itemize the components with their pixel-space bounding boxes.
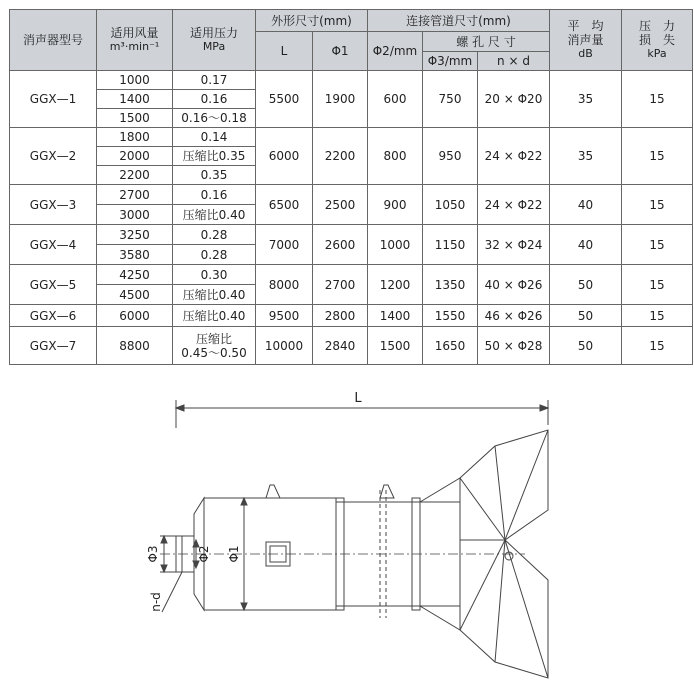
- bolt-nd-cell: 40 × Φ26: [478, 265, 550, 305]
- exhaust-fold-3: [505, 430, 548, 540]
- pressure-cell: 0.16～0.18: [173, 109, 256, 128]
- table-row: [10, 327, 693, 365]
- phi3-cell: 1650: [423, 327, 478, 365]
- table-row: [10, 71, 693, 90]
- model-cell: GGX—3: [10, 185, 97, 225]
- phi1-cell: 2200: [313, 128, 368, 185]
- header-L: L: [256, 32, 313, 71]
- phi1-cell: 2600: [313, 225, 368, 265]
- model-cell: GGX—4: [10, 225, 97, 265]
- phi3-arrow-top: [161, 536, 167, 543]
- pressure-loss-cell: 15: [622, 128, 693, 185]
- pressure-cell: 0.35: [173, 166, 256, 185]
- label-phi1: Φ1: [227, 545, 241, 563]
- header-airflow: [97, 10, 173, 71]
- silencer-diagram: [120, 390, 560, 680]
- airflow-cell: 2700: [97, 185, 173, 205]
- model-cell: GGX—1: [10, 71, 97, 128]
- airflow-cell: 2000: [97, 147, 173, 166]
- length-cell: 7000: [256, 225, 313, 265]
- phi1-cell: 1900: [313, 71, 368, 128]
- phi2-cell: 1500: [368, 327, 423, 365]
- noise-reduction-cell: 50: [550, 265, 622, 305]
- pressure-cell: 0.14: [173, 128, 256, 147]
- header-airflow-unit: m³·min⁻¹: [109, 40, 160, 53]
- phi3-arrow-bottom: [161, 565, 167, 572]
- phi2-cell: 1000: [368, 225, 423, 265]
- airflow-cell: 8800: [97, 327, 173, 365]
- pressure-cell: 压缩比 0.45～0.50: [173, 327, 256, 365]
- bolt-nd-cell: 24 × Φ22: [478, 185, 550, 225]
- noise-reduction-cell: 50: [550, 305, 622, 327]
- noise-reduction-cell: 40: [550, 185, 622, 225]
- pressure-loss-cell: 15: [622, 185, 693, 225]
- phi3-cell: 950: [423, 128, 478, 185]
- label-phi3: Φ3: [146, 545, 160, 563]
- pressure-loss-cell: 15: [622, 225, 693, 265]
- L-arrow-left: [176, 405, 184, 411]
- phi3-cell: 1150: [423, 225, 478, 265]
- phi1-arrow-top: [241, 498, 247, 505]
- bolt-nd-cell: 24 × Φ22: [478, 128, 550, 185]
- length-cell: 6000: [256, 128, 313, 185]
- pressure-cell: 压缩比0.40: [173, 305, 256, 327]
- header-phi1: Φ1: [313, 32, 368, 71]
- lifting-lug-right: [380, 485, 394, 498]
- header-outer-size: 外形尺寸(mm): [256, 10, 368, 32]
- header-loss-l2: 损 失: [638, 33, 675, 47]
- phi1-cell: 2500: [313, 185, 368, 225]
- pressure-cell: 0.17: [173, 71, 256, 90]
- phi3-cell: 750: [423, 71, 478, 128]
- phi1-arrow-bottom: [241, 603, 247, 610]
- lifting-lug-left: [266, 485, 280, 498]
- noise-reduction-cell: 40: [550, 225, 622, 265]
- header-pressure-label: 适用压力: [189, 26, 238, 40]
- header-phi2: Φ2/mm: [368, 32, 423, 71]
- airflow-cell: 6000: [97, 305, 173, 327]
- airflow-cell: 3580: [97, 245, 173, 265]
- header-loss-l1: 压 力: [638, 19, 675, 33]
- pressure-cell: 0.30: [173, 265, 256, 285]
- table-row: [10, 128, 693, 147]
- header-noise-l2: 消声量: [567, 33, 604, 47]
- noise-reduction-cell: 35: [550, 71, 622, 128]
- pressure-cell: 压缩比0.35: [173, 147, 256, 166]
- table-row: [10, 185, 693, 205]
- noise-reduction-cell: 50: [550, 327, 622, 365]
- pressure-loss-cell: 15: [622, 265, 693, 305]
- header-phi3: Φ3/mm: [423, 52, 478, 71]
- header-model: 消声器型号: [10, 10, 97, 71]
- phi1-cell: 2840: [313, 327, 368, 365]
- length-cell: 10000: [256, 327, 313, 365]
- header-noise: [550, 10, 622, 71]
- label-phi2: Φ2: [197, 545, 211, 563]
- length-cell: 5500: [256, 71, 313, 128]
- nd-leader: [162, 572, 182, 612]
- spec-table: [9, 9, 693, 365]
- pressure-cell: 压缩比0.40: [173, 205, 256, 225]
- airflow-cell: 1800: [97, 128, 173, 147]
- airflow-cell: 3250: [97, 225, 173, 245]
- table-row: [10, 305, 693, 327]
- pressure-cell: 0.28: [173, 245, 256, 265]
- header-airflow-label: 适用风量: [110, 26, 159, 40]
- header-loss-unit: kPa: [647, 47, 667, 60]
- airflow-cell: 4250: [97, 265, 173, 285]
- length-cell: 8000: [256, 265, 313, 305]
- pressure-cell: 0.28: [173, 225, 256, 245]
- phi2-cell: 600: [368, 71, 423, 128]
- header-nd: n × d: [478, 52, 550, 71]
- bolt-nd-cell: 20 × Φ20: [478, 71, 550, 128]
- exhaust-lower-cone: [460, 540, 548, 678]
- bolt-nd-cell: 50 × Φ28: [478, 327, 550, 365]
- exhaust-fold-2: [495, 446, 505, 540]
- model-cell: GGX—6: [10, 305, 97, 327]
- header-pressure-unit: MPa: [202, 40, 226, 53]
- noise-reduction-cell: 35: [550, 128, 622, 185]
- header-connect: 连接管道尺寸(mm): [368, 10, 550, 32]
- phi3-cell: 1350: [423, 265, 478, 305]
- airflow-cell: 1000: [97, 71, 173, 90]
- bolt-nd-cell: 32 × Φ24: [478, 225, 550, 265]
- table-row: [10, 225, 693, 245]
- phi2-cell: 800: [368, 128, 423, 185]
- airflow-cell: 1500: [97, 109, 173, 128]
- label-L: L: [354, 391, 362, 406]
- phi2-cell: 1200: [368, 265, 423, 305]
- header-noise-unit: dB: [578, 47, 593, 60]
- exhaust-fold-6: [505, 540, 548, 678]
- phi3-cell: 1050: [423, 185, 478, 225]
- header-noise-l1: 平 均: [567, 19, 604, 33]
- header-bolt: 螺 孔 尺 寸: [423, 32, 550, 52]
- bolt-nd-cell: 46 × Φ26: [478, 305, 550, 327]
- table-row: [10, 265, 693, 285]
- airflow-cell: 2200: [97, 166, 173, 185]
- pressure-loss-cell: 15: [622, 305, 693, 327]
- header-pressure: [173, 10, 256, 71]
- spec-table-body: [10, 71, 693, 365]
- exhaust-upper-cone: [460, 430, 548, 540]
- phi2-cell: 900: [368, 185, 423, 225]
- exhaust-fold-5: [495, 540, 505, 662]
- airflow-cell: 1400: [97, 90, 173, 109]
- pressure-cell: 压缩比0.40: [173, 285, 256, 305]
- length-cell: 6500: [256, 185, 313, 225]
- model-cell: GGX—2: [10, 128, 97, 185]
- pressure-cell: 0.16: [173, 185, 256, 205]
- pressure-cell: 0.16: [173, 90, 256, 109]
- airflow-cell: 3000: [97, 205, 173, 225]
- phi3-cell: 1550: [423, 305, 478, 327]
- phi1-cell: 2700: [313, 265, 368, 305]
- header-loss: [622, 10, 693, 71]
- pressure-loss-cell: 15: [622, 71, 693, 128]
- model-cell: GGX—5: [10, 265, 97, 305]
- model-cell: GGX—7: [10, 327, 97, 365]
- phi1-cell: 2800: [313, 305, 368, 327]
- L-arrow-right: [540, 405, 548, 411]
- exhaust-fold-1: [460, 478, 505, 540]
- pressure-loss-cell: 15: [622, 327, 693, 365]
- label-nd: n-d: [149, 592, 163, 612]
- airflow-cell: 4500: [97, 285, 173, 305]
- phi2-cell: 1400: [368, 305, 423, 327]
- length-cell: 9500: [256, 305, 313, 327]
